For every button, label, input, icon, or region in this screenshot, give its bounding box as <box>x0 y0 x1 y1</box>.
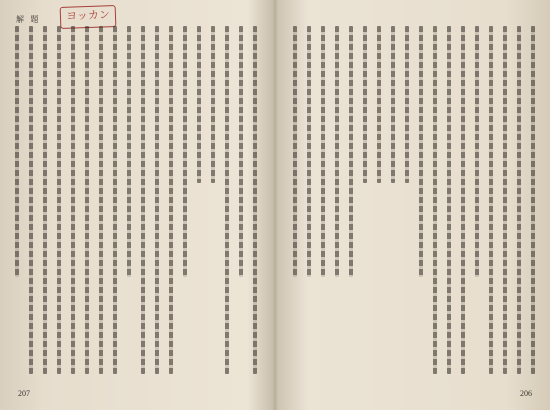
text-column <box>208 26 218 374</box>
text-column <box>194 26 204 374</box>
text-column <box>96 26 106 374</box>
text-column <box>318 26 328 374</box>
text-column <box>124 26 134 374</box>
text-column <box>250 26 260 374</box>
text-column <box>166 26 176 374</box>
text-column <box>68 26 78 374</box>
text-column <box>430 26 440 374</box>
text-column <box>180 26 190 374</box>
text-column <box>374 26 384 374</box>
text-column <box>40 26 50 374</box>
text-column <box>458 26 468 374</box>
text-column <box>388 26 398 374</box>
text-column <box>26 26 36 374</box>
text-column <box>222 26 232 374</box>
text-column <box>528 26 538 374</box>
text-column <box>514 26 524 374</box>
text-column <box>332 26 342 374</box>
page-number: 207 <box>18 389 30 398</box>
text-column <box>416 26 426 374</box>
text-column <box>486 26 496 374</box>
page-number: 206 <box>520 389 532 398</box>
text-column <box>12 26 22 374</box>
text-column <box>500 26 510 374</box>
left-page <box>0 0 274 410</box>
text-column <box>290 26 300 374</box>
handwritten-annotation: ヨッカン <box>60 5 117 29</box>
text-column <box>304 26 314 374</box>
text-column <box>152 26 162 374</box>
text-column <box>82 26 92 374</box>
text-column <box>138 26 148 374</box>
text-column <box>444 26 454 374</box>
text-column <box>472 26 482 374</box>
text-column <box>236 26 246 374</box>
text-column <box>346 26 356 374</box>
right-page <box>276 0 550 410</box>
text-column <box>402 26 412 374</box>
text-column <box>110 26 120 374</box>
text-column <box>360 26 370 374</box>
text-column <box>54 26 64 374</box>
running-header: 解 題 <box>16 15 41 24</box>
